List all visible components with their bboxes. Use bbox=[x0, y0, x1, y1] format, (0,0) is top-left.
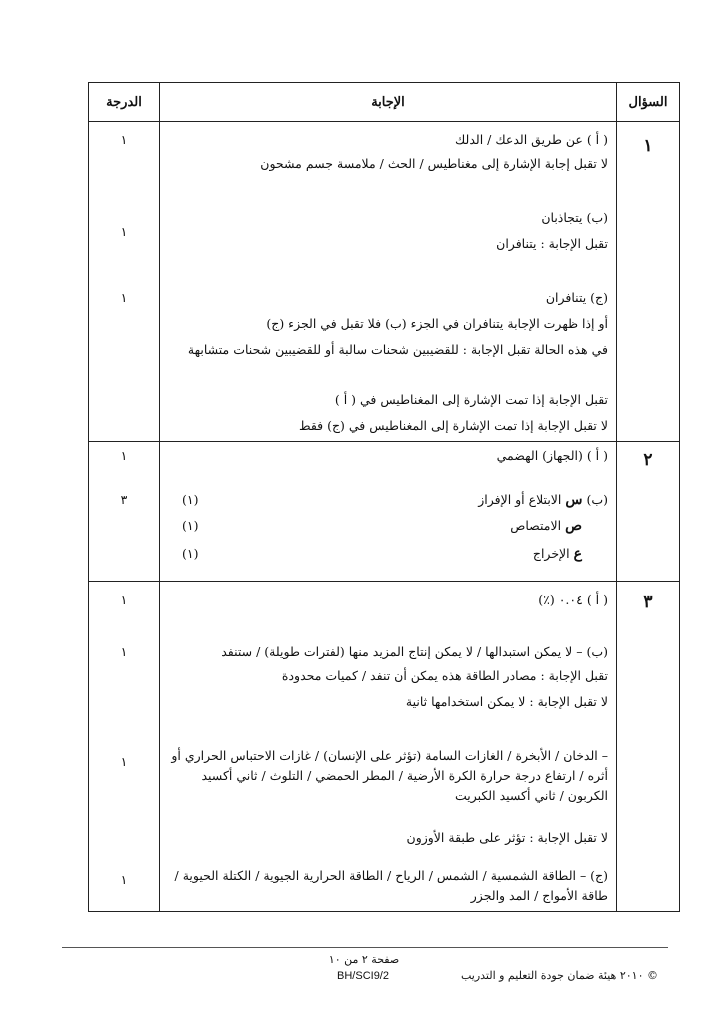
answer-paragraph: (ج) – الطاقة الشمسية / الشمس / الرياح / الطاقة الحرارية الجيوية / الكتلة الحيوية / طاقة الأمواج / المد والجزر bbox=[174, 868, 608, 903]
answer-line: في هذه الحالة تقبل الإجابة : للقضيبين شحنات سالبة أو للقضيبين شحنات متشابهة bbox=[187, 342, 608, 357]
question-cell bbox=[617, 122, 680, 442]
answer-line: أو إذا ظهرت الإجابة يتنافران في الجزء (ب) فلا تقبل في الجزء (ج) bbox=[266, 316, 608, 331]
grade-value: ١ bbox=[120, 872, 128, 887]
answer-line: (ج) يتنافران bbox=[545, 290, 608, 305]
grade-value: ١ bbox=[120, 592, 128, 607]
answer-text: الابتلاع أو الإفراز bbox=[478, 492, 562, 507]
grade-cell bbox=[89, 122, 160, 442]
page-number: صفحة ٢ من ١٠ bbox=[328, 953, 400, 966]
answer-line: لا تقبل الإجابة : تؤثر على طبقة الأوزون bbox=[406, 830, 608, 845]
header-grade: الدرجة bbox=[89, 83, 160, 122]
grade-cell bbox=[89, 582, 160, 912]
question-row-1 bbox=[89, 122, 680, 442]
grade-value: ١ bbox=[120, 448, 128, 463]
marking-table bbox=[88, 82, 680, 912]
answer-line: (ب) يتجاذبان bbox=[541, 210, 608, 225]
answer-line: لا تقبل الإجابة إذا تمت الإشارة إلى المغناطيس في (ج) فقط bbox=[298, 418, 608, 433]
answer-line: تقبل الإجابة إذا تمت الإشارة إلى المغناطيس في ( أ ) bbox=[334, 392, 608, 407]
letter-sad: ص bbox=[565, 518, 582, 534]
grade-value: ١ bbox=[120, 754, 128, 769]
answer-line-ain bbox=[533, 546, 582, 562]
answer-line: ( أ ) عن طريق الدعك / الدلك bbox=[455, 132, 608, 147]
table-header-row bbox=[89, 83, 680, 122]
question-row-3 bbox=[89, 582, 680, 912]
answer-line-s bbox=[478, 492, 608, 508]
answer-line: تقبل الإجابة : مصادر الطاقة هذه يمكن أن تنفد / كميات محدودة bbox=[281, 668, 608, 683]
answer-line: لا تقبل الإجابة : لا يمكن استخدامها ثانية bbox=[405, 694, 608, 709]
answer-line: تقبل الإجابة : يتنافران bbox=[496, 236, 608, 251]
answer-line: (ب) – لا يمكن استبدالها / لا يمكن إنتاج المزيد منها (لفترات طويلة) / ستنفد bbox=[221, 644, 608, 659]
answer-cell bbox=[160, 122, 617, 442]
document-code: BH/SCI9/2 bbox=[337, 970, 389, 982]
grade-value: ١ bbox=[120, 644, 128, 659]
question-number: ٣ bbox=[643, 592, 653, 612]
header-answer: الإجابة bbox=[160, 83, 617, 122]
answer-text: الإخراج bbox=[532, 546, 570, 561]
sub-mark: (١) bbox=[182, 492, 199, 507]
answer-paragraph: – الدخان / الأبخرة / الغازات السامة (تؤثر على الإنسان) / غازات الاحتباس الحراري أو أثره / ارتفاع درجة حرارة الكرة الأرضية / المطر الحمضي / التلوث / ثاني أكسيد الكربون / ثاني أكسيد الكبريت bbox=[171, 748, 608, 803]
footer-divider bbox=[62, 947, 668, 948]
letter-ain: ع bbox=[573, 546, 582, 562]
answer-line-sad bbox=[510, 518, 582, 534]
answer-cell bbox=[160, 442, 617, 582]
part-prefix: (ب) bbox=[586, 492, 608, 507]
question-row-2 bbox=[89, 442, 680, 582]
question-cell bbox=[617, 582, 680, 912]
header-question: السؤال bbox=[617, 83, 680, 122]
question-cell bbox=[617, 442, 680, 582]
question-number: ٢ bbox=[643, 450, 653, 470]
answer-line: ( أ ) ٠.٠٤ (٪) bbox=[538, 592, 608, 607]
grade-value: ١ bbox=[120, 132, 128, 147]
answer-text: الامتصاص bbox=[510, 518, 562, 533]
question-number: ١ bbox=[643, 136, 653, 156]
grade-value: ١ bbox=[120, 224, 128, 239]
copyright-notice: © ٢٠١٠ هيئة ضمان جودة التعليم و التدريب bbox=[460, 969, 658, 982]
sub-mark: (١) bbox=[182, 518, 199, 533]
answer-cell bbox=[160, 582, 617, 912]
grade-value: ١ bbox=[120, 290, 128, 305]
answer-line: لا تقبل إجابة الإشارة إلى مغناطيس / الحث / ملامسة جسم مشحون bbox=[260, 156, 608, 171]
letter-s: س bbox=[565, 492, 583, 508]
sub-mark: (١) bbox=[182, 546, 199, 561]
grade-value: ٣ bbox=[120, 492, 128, 507]
grade-cell bbox=[89, 442, 160, 582]
answer-line: ( أ ) (الجهاز) الهضمي bbox=[496, 448, 608, 463]
